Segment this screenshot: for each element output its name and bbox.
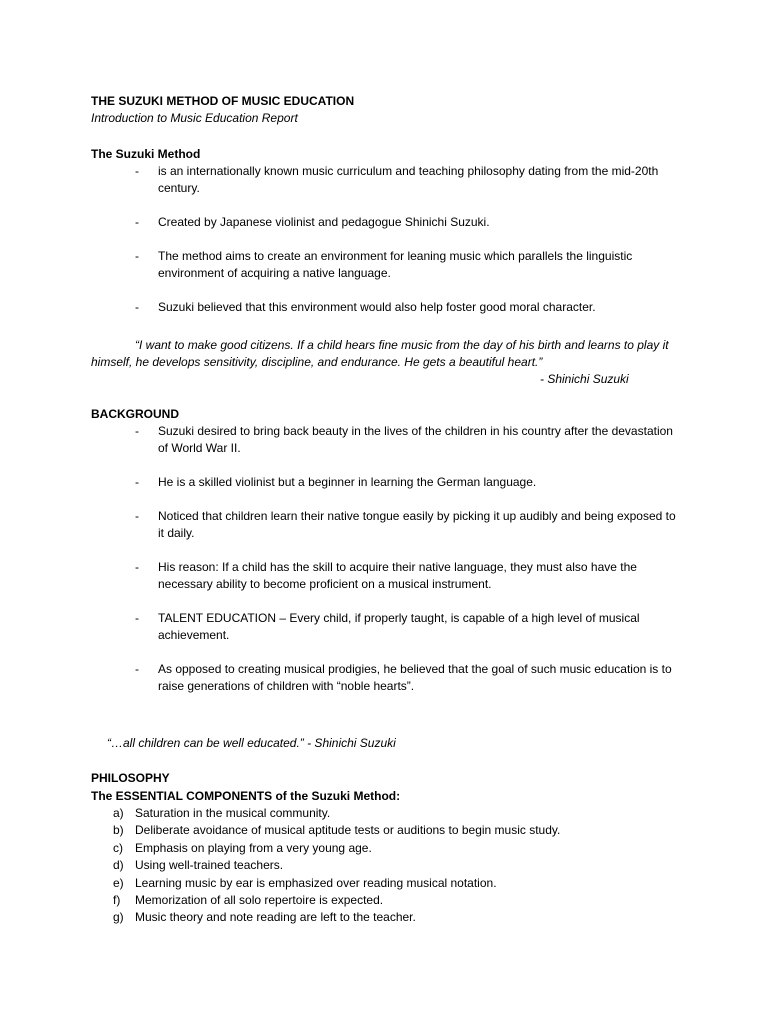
quote-attribution: - Shinichi Suzuki [540, 372, 629, 386]
bullet-text: He is a skilled violinist but a beginner in learning the German language. [158, 475, 537, 489]
list-item [91, 508, 681, 542]
bullet-text: TALENT EDUCATION – Every child, if properly taught, is capable of a high level of musical achievement. [158, 611, 640, 642]
dash-marker: - [135, 560, 139, 574]
essential-components-list [113, 805, 673, 927]
bullet-text: Suzuki desired to bring back beauty in the lives of the children in his country after the devastation of World War II. [158, 424, 673, 455]
bullet-text: Suzuki believed that this environment would also help foster good moral character. [158, 300, 596, 314]
list-item [113, 875, 673, 892]
dash-marker: - [135, 662, 139, 676]
list-item [113, 805, 673, 822]
bullet-text: His reason: If a child has the skill to acquire their native language, they must also have the necessary ability to become proficient on a musical instrument. [158, 560, 637, 591]
dash-marker: - [135, 215, 139, 229]
bullet-text: The method aims to create an environment for leaning music which parallels the linguistic environment of acquiring a native language. [158, 249, 633, 280]
list-item [91, 559, 681, 593]
suzuki-method-bullets [91, 163, 681, 316]
list-marker: g) [113, 910, 124, 925]
dash-marker: - [135, 424, 139, 438]
suzuki-quote: “I want to make good citizens. If a child hears fine music from the day of his birth and learns to play it himself, he develops sensitivity, discipline, and endurance. He gets a beautiful heart.” [91, 338, 669, 369]
list-marker: b) [113, 823, 124, 838]
bullet-text: As opposed to creating musical prodigies, he believed that the goal of such music education is to raise generations of children with “noble hearts”. [158, 662, 672, 693]
item-text: Saturation in the musical community. [135, 806, 331, 820]
dash-marker: - [135, 509, 139, 523]
list-marker: d) [113, 858, 124, 873]
bullet-text: Created by Japanese violinist and pedagogue Shinichi Suzuki. [158, 215, 490, 229]
list-marker: f) [113, 892, 121, 907]
list-item [91, 474, 681, 491]
item-text: Using well-trained teachers. [135, 858, 284, 873]
list-item [91, 163, 681, 197]
bullet-text: Noticed that children learn their native tongue easily by picking it up audibly and being exposed to it daily. [158, 509, 676, 540]
item-text: Deliberate avoidance of musical aptitude tests or auditions to begin music study. [135, 823, 561, 838]
dash-marker: - [135, 164, 139, 178]
education-quote: “…all children can be well educated.” - Shinichi Suzuki [107, 736, 396, 750]
list-marker: a) [113, 806, 124, 820]
document-title: THE SUZUKI METHOD OF MUSIC EDUCATION [91, 94, 355, 108]
section-heading-philosophy: PHILOSOPHY [91, 771, 170, 785]
list-item [91, 423, 681, 457]
list-item [91, 661, 681, 695]
item-text: Emphasis on playing from a very young age. [135, 840, 372, 855]
list-item [113, 822, 673, 839]
list-item [91, 214, 681, 231]
background-bullets [91, 423, 681, 695]
dash-marker: - [135, 611, 139, 625]
item-text: Learning music by ear is emphasized over reading musical notation. [135, 875, 497, 890]
dash-marker: - [135, 249, 139, 263]
essential-components-heading: The ESSENTIAL COMPONENTS of the Suzuki Method: [91, 789, 401, 803]
bullet-text: is an internationally known music curriculum and teaching philosophy dating from the mid-20th century. [158, 164, 659, 195]
list-item [91, 248, 681, 282]
list-marker: c) [113, 840, 123, 855]
list-item [113, 909, 673, 926]
item-text: Memorization of all solo repertoire is expected. [135, 892, 384, 907]
list-item [113, 892, 673, 909]
dash-marker: - [135, 475, 139, 489]
item-text: Music theory and note reading are left to the teacher. [135, 910, 416, 925]
list-marker: e) [113, 875, 124, 890]
section-heading-background: BACKGROUND [91, 407, 179, 421]
dash-marker: - [135, 300, 139, 314]
list-item [91, 610, 681, 644]
section-heading-suzuki-method: The Suzuki Method [91, 147, 201, 161]
list-item [91, 299, 681, 316]
list-item [113, 857, 673, 874]
list-item [113, 840, 673, 857]
document-subtitle: Introduction to Music Education Report [91, 111, 298, 125]
